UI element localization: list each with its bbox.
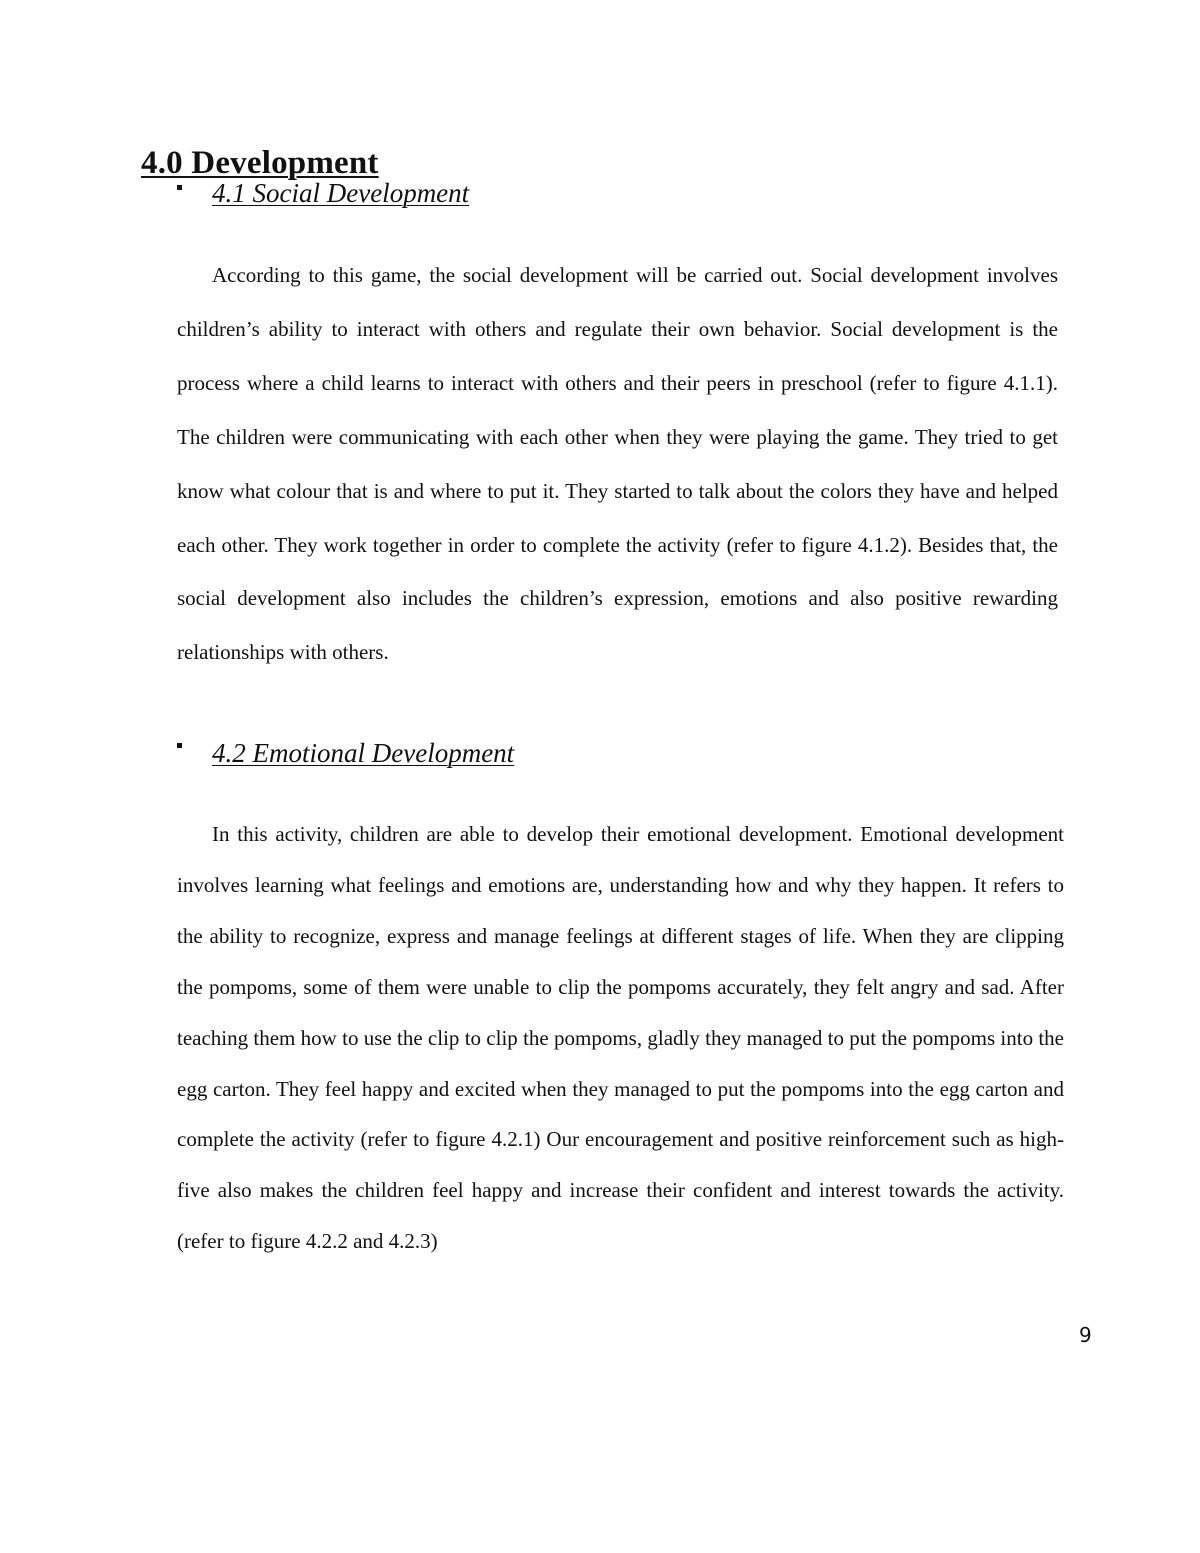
bullet-icon (177, 185, 182, 190)
section-heading-emotional: 4.2 Emotional Development (212, 738, 515, 768)
section-heading-social: 4.1 Social Development (212, 178, 470, 208)
paragraph-emotional-development: In this activity, children are able to develop their emotional development. Emotional development involves learning what feelings and emotions are, understanding how and why they happen. It refers to the ability to recognize, express and manage feelings at different stages of life. When they are clipping the pompoms, some of them were unable to clip the pompoms accurately, they felt angry and sad. After teaching them how to use the clip to clip the pompoms, gladly they managed to put the pompoms into the egg carton. They feel happy and excited when they managed to put the pompoms into the egg carton and complete the activity (refer to figure 4.2.1) Our encouragement and positive reinforcement such as high-five also makes the children feel happy and increase their confident and interest towards the activity. (refer to figure 4.2.2 and 4.2.3) (177, 822, 1064, 1254)
page-number: 9 (1079, 1323, 1092, 1347)
bullet-icon (177, 743, 182, 748)
paragraph-social-development: According to this game, the social development will be carried out. Social development involves children’s ability to interact with others and regulate their own behavior. Social development is the process where a child learns to interact with others and their peers in preschool (refer to figure 4.1.1). The children were communicating with each other when they were playing the game. They tried to get know what colour that is and where to put it. They started to talk about the colors they have and helped each other. They work together in order to complete the activity (refer to figure 4.1.2). Besides that, the social development also includes the children’s expression, emotions and also positive rewarding relationships with others. (177, 263, 1058, 665)
main-heading: 4.0 Development (141, 145, 379, 181)
